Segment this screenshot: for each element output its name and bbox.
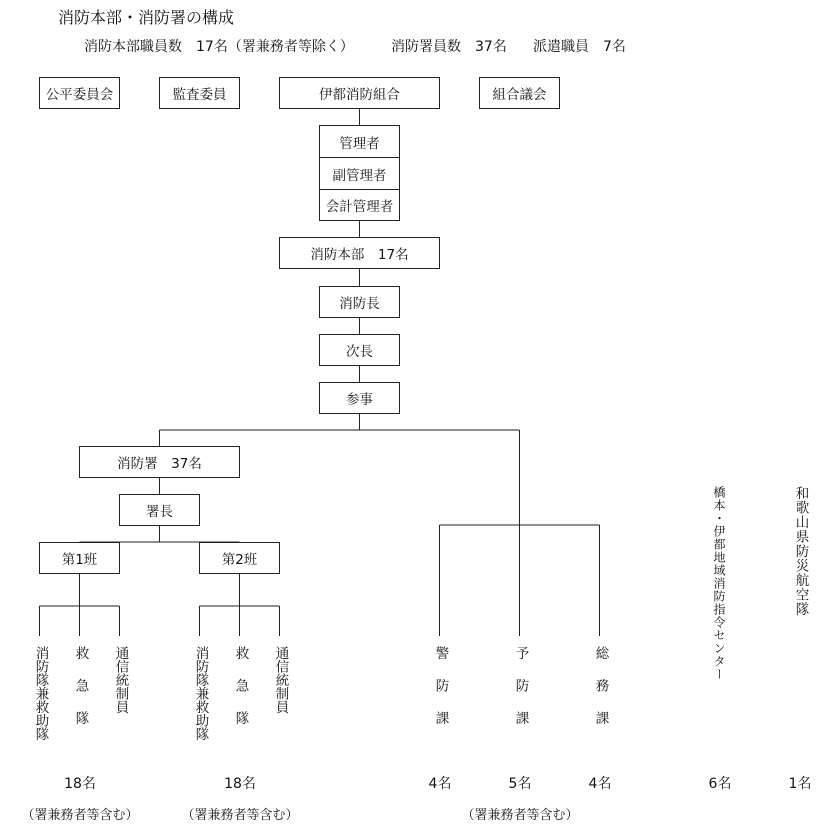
team1-ambulance-unit: 救急隊 (72, 646, 89, 744)
keibou-section: 警防課 (432, 646, 449, 744)
command-center-count: 6名 (708, 776, 732, 792)
fairness-committee-box: 公平委員会 (39, 77, 120, 109)
hq-box: 消防本部 17名 (279, 237, 440, 269)
fire-chief-box: 消防長 (319, 286, 400, 318)
page-title: 消防本部・消防署の構成 (58, 8, 235, 27)
yobou-count: 5名 (508, 776, 532, 792)
counselor-box: 参事 (319, 382, 400, 414)
air-unit-count: 1名 (788, 776, 812, 792)
station-head-box: 署長 (119, 494, 200, 526)
team2-ambulance-unit: 救急隊 (232, 646, 249, 744)
soumu-count: 4名 (588, 776, 612, 792)
air-unit-label: 和歌山県防災航空隊 (792, 486, 809, 617)
fire-station-box: 消防署 37名 (79, 446, 240, 478)
team1-note: （署兼務者等含む） (21, 808, 139, 823)
auditor-box: 監査委員 (159, 77, 240, 109)
team2-comms-controller: 通信統制員 (272, 646, 289, 714)
accounting-manager-box: 会計管理者 (319, 189, 400, 221)
team2-note: （署兼務者等含む） (181, 808, 299, 823)
team1-comms-controller: 通信統制員 (112, 646, 129, 714)
team2-count: 18名 (224, 776, 256, 792)
team1-box: 第1班 (39, 542, 120, 574)
station-staff-count: 消防署員数 37名 (391, 39, 507, 55)
vice-manager-box: 副管理者 (319, 157, 400, 190)
team1-count: 18名 (64, 776, 96, 792)
union-box: 伊都消防組合 (279, 77, 440, 109)
sections-note: （署兼務者等含む） (461, 808, 579, 823)
dispatched-staff-count: 派遣職員 7名 (533, 39, 626, 55)
soumu-section: 総務課 (592, 646, 609, 744)
team2-box: 第2班 (199, 542, 280, 574)
command-center-label: 橋本・伊都地域消防指令センター (712, 486, 726, 681)
manager-box: 管理者 (319, 125, 400, 158)
deputy-chief-box: 次長 (319, 334, 400, 366)
keibou-count: 4名 (428, 776, 452, 792)
yobou-section: 予防課 (512, 646, 529, 744)
hq-staff-count: 消防本部職員数 17名（署兼務者等除く） (84, 39, 354, 55)
team1-fire-rescue-unit: 消防隊兼救助隊 (32, 646, 49, 741)
assembly-box: 組合議会 (479, 77, 560, 109)
team2-fire-rescue-unit: 消防隊兼救助隊 (192, 646, 209, 741)
